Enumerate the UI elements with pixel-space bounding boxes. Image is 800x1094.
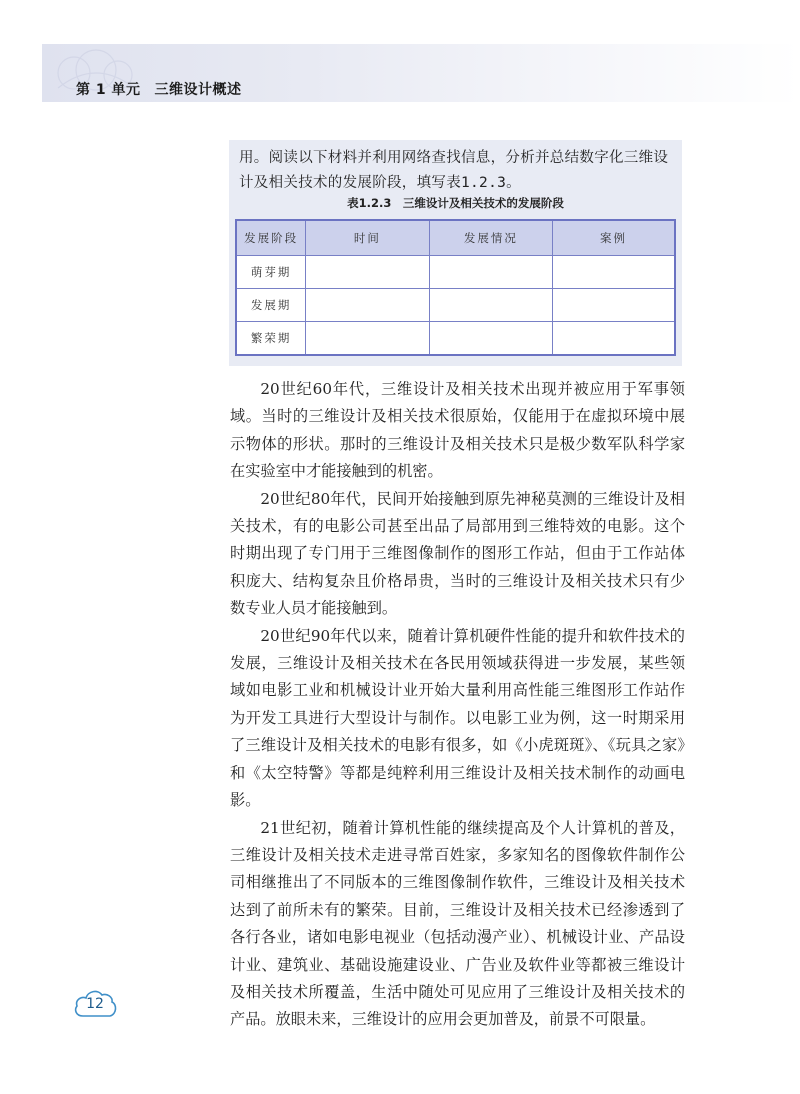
unit-label: 第 1 单元 xyxy=(76,82,141,98)
stage-name-cell: 繁荣期 xyxy=(236,322,306,356)
table-caption: 表1.2.3 三维设计及相关技术的发展阶段 xyxy=(347,196,564,210)
table-header-row xyxy=(236,220,675,256)
case-cell[interactable] xyxy=(553,289,675,322)
status-cell[interactable] xyxy=(429,256,552,289)
case-cell[interactable] xyxy=(553,256,675,289)
paragraph-2000s: 21世纪初，随着计算机性能的继续提高及个人计算机的普及，三维设计及相关技术走进寻常百姓家，多家知名的图像软件制作公司相继推出了不同版本的三维图像制作软件，三维设计及相关技术达到了前所未有的繁荣。目前，三维设计及相关技术已经渗透到了各行各业，诸如电影电视业（包括动漫产业）、机械设计业、产品设计业、建筑业、基础设施建设业、广告业及软件业等都被三维设计及相关技术所覆盖，生活中随处可见应用了三维设计及相关技术的产品。放眼未来，三维设计的应用会更加普及，前景不可限量。 xyxy=(230,818,685,1029)
activity-instruction: 用。阅读以下材料并利用网络查找信息，分析并总结数字化三维设计及相关技术的发展阶段，填写表1.2.3。 xyxy=(239,150,669,191)
table-row xyxy=(236,256,675,289)
time-cell[interactable] xyxy=(306,322,429,356)
body-text xyxy=(230,376,685,1034)
time-cell[interactable] xyxy=(306,289,429,322)
table-row xyxy=(236,289,675,322)
development-stages-table xyxy=(235,219,676,356)
status-cell[interactable] xyxy=(429,322,552,356)
stage-name-cell: 发展期 xyxy=(236,289,306,322)
column-header-stage: 发展阶段 xyxy=(236,220,306,256)
paragraph-1960s: 20世纪60年代，三维设计及相关技术出现并被应用于军事领域。当时的三维设计及相关技术很原始，仅能用于在虚拟环境中展示物体的形状。那时的三维设计及相关技术只是极少数军队科学家在实验室中才能接触到的机密。 xyxy=(230,380,685,481)
time-cell[interactable] xyxy=(306,256,429,289)
paragraph-1990s: 20世纪90年代以来，随着计算机硬件性能的提升和软件技术的发展，三维设计及相关技术在各民用领域获得进一步发展，某些领域如电影工业和机械设计业开始大量利用高性能三维图形工作站作为开发工具进行大型设计与制作。以电影工业为例，这一时期采用了三维设计及相关技术的电影有很多，如《小虎斑斑》、《玩具之家》和《太空特警》等都是纯粹利用三维设计及相关技术制作的动画电影。 xyxy=(230,626,685,810)
unit-name: 三维设计概述 xyxy=(154,82,242,98)
column-header-case: 案例 xyxy=(553,220,675,256)
column-header-status: 发展情况 xyxy=(429,220,552,256)
case-cell[interactable] xyxy=(553,322,675,356)
unit-title xyxy=(76,79,242,99)
stage-name-cell: 萌芽期 xyxy=(236,256,306,289)
column-header-time: 时间 xyxy=(306,220,429,256)
page-number: 12 xyxy=(86,996,104,1012)
status-cell[interactable] xyxy=(429,289,552,322)
table-row xyxy=(236,322,675,356)
paragraph-1980s: 20世纪80年代，民间开始接触到原先神秘莫测的三维设计及相关技术，有的电影公司甚至出品了局部用到三维特效的电影。这个时期出现了专门用于三维图像制作的图形工作站，但由于工作站体积庞大、结构复杂且价格昂贵，当时的三维设计及相关技术只有少数专业人员才能接触到。 xyxy=(230,489,685,618)
